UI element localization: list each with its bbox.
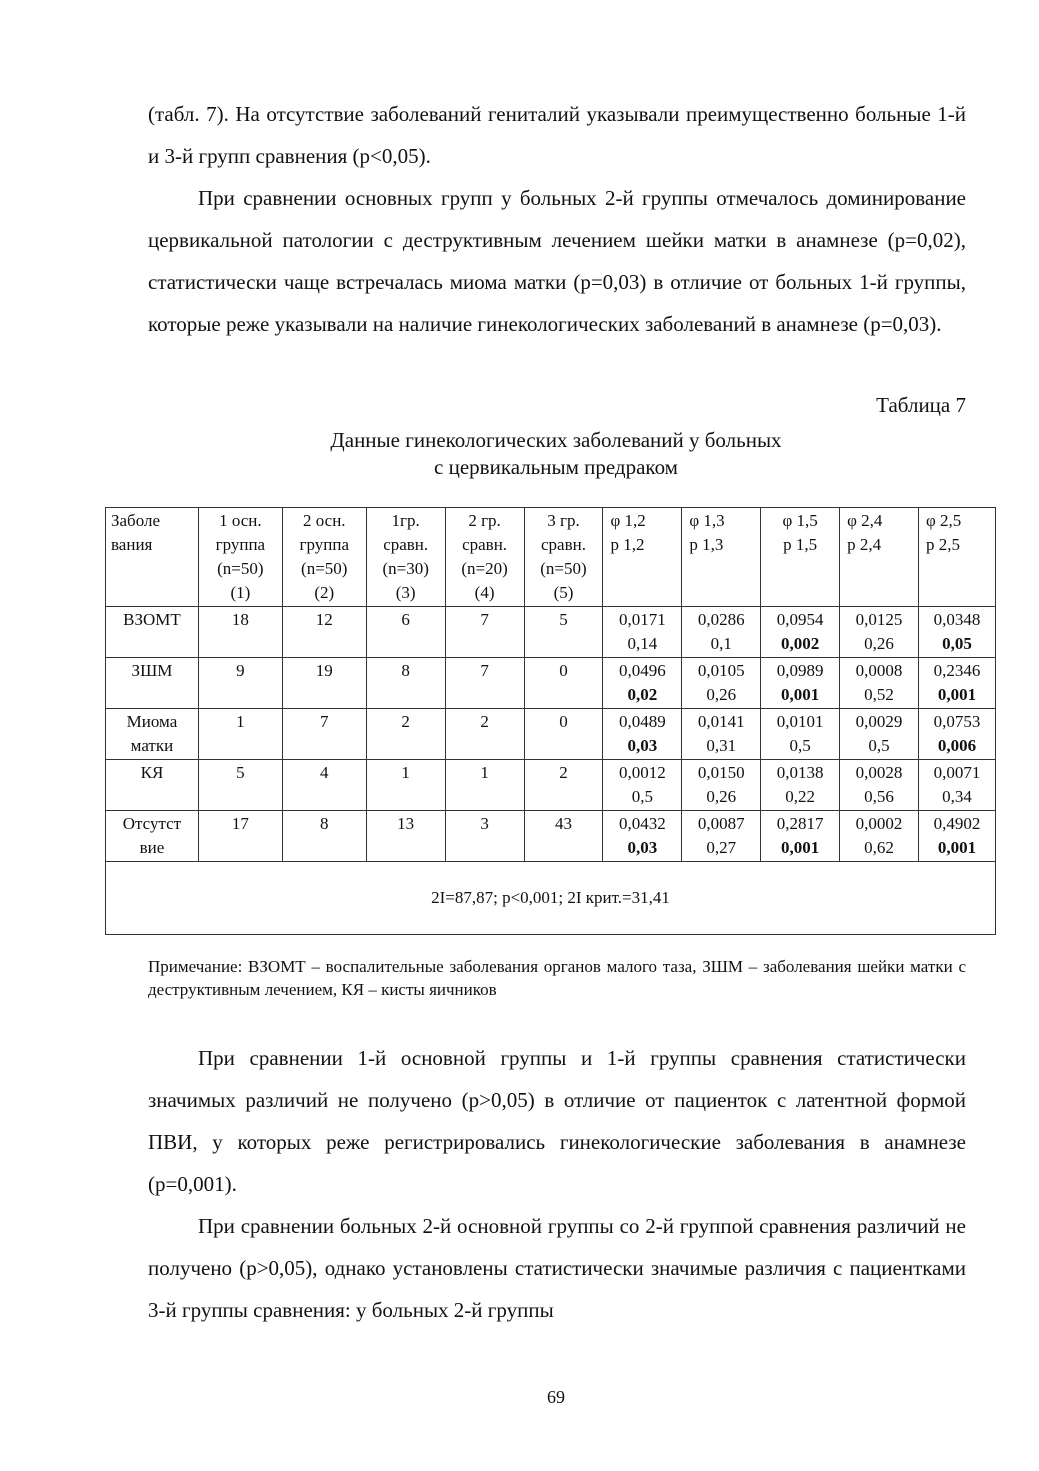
stat-cell: 0,0432 0,03 xyxy=(603,811,682,862)
stat-cell: 0,0954 0,002 xyxy=(761,607,840,658)
stat-cell: 0,0101 0,5 xyxy=(761,709,840,760)
stat-cell: 0,0141 0,31 xyxy=(682,709,761,760)
stat-cell: 0,0489 0,03 xyxy=(603,709,682,760)
stat-cell: 0,0753 0,006 xyxy=(919,709,996,760)
count-cell: 13 xyxy=(366,811,445,862)
paragraph-1: (табл. 7). На отсутствие заболеваний гениталий указывали преимущественно больные 1-й и 3-й групп сравнения (р<0,05). xyxy=(148,102,966,168)
count-cell: 3 xyxy=(445,811,524,862)
paragraph-2: При сравнении основных групп у больных 2-й группы отмечалось доминирование цервикальной патологии с деструктивным лечением шейки матки в анамнезе (р=0,02), статистически чаще встречалась миома матки (р=0,03) в отличие от больных 1-й группы, которые реже указывали на наличие гинекологических заболеваний в анамнезе (р=0,03). xyxy=(148,186,966,336)
stat-cell: 0,4902 0,001 xyxy=(919,811,996,862)
table-row-absence xyxy=(106,811,996,862)
table-row-vzomt xyxy=(106,607,996,658)
count-cell: 17 xyxy=(198,811,282,862)
row-label: Миома матки xyxy=(106,709,199,760)
chi-square-summary: 2I=87,87; р<0,001; 2I крит.=31,41 xyxy=(106,862,996,935)
stat-cell: 0,0002 0,62 xyxy=(840,811,919,862)
header-cell-phi-1-5: φ 1,5 р 1,5 xyxy=(761,508,840,607)
count-cell: 2 xyxy=(524,760,603,811)
table-row-ky xyxy=(106,760,996,811)
stat-cell: 0,0105 0,26 xyxy=(682,658,761,709)
stat-cell: 0,0171 0,14 xyxy=(603,607,682,658)
row-label: КЯ xyxy=(106,760,199,811)
stat-cell: 0,2817 0,001 xyxy=(761,811,840,862)
table-row-zshm xyxy=(106,658,996,709)
stat-cell: 0,0496 0,02 xyxy=(603,658,682,709)
header-cell-phi-2-4: φ 2,4 р 2,4 xyxy=(840,508,919,607)
header-cell-group-2: 2 осн. группа (n=50) (2) xyxy=(282,508,366,607)
stat-cell: 0,0286 0,1 xyxy=(682,607,761,658)
header-cell-group-3: 1гр. сравн. (n=30) (3) xyxy=(366,508,445,607)
table-label: Таблица 7 xyxy=(876,393,966,417)
row-label: Отсутст вие xyxy=(106,811,199,862)
table-title xyxy=(0,427,1039,481)
header-cell-phi-1-3: φ 1,3 р 1,3 xyxy=(682,508,761,607)
count-cell: 1 xyxy=(198,709,282,760)
count-cell: 8 xyxy=(366,658,445,709)
stat-cell: 0,2346 0,001 xyxy=(919,658,996,709)
stat-cell: 0,0087 0,27 xyxy=(682,811,761,862)
row-label: ЗШМ xyxy=(106,658,199,709)
stat-cell: 0,0029 0,5 xyxy=(840,709,919,760)
gynecological-data-table xyxy=(105,507,996,935)
count-cell: 12 xyxy=(282,607,366,658)
count-cell: 2 xyxy=(366,709,445,760)
paragraph-4: При сравнении больных 2-й основной группы со 2-й группой сравнения различий не получено (р>0,05), однако установлены статистически значимые различия с пациентками 3-й группы сравнения: у больных 2-й группы xyxy=(148,1214,966,1322)
table-header-row xyxy=(106,508,996,607)
count-cell: 0 xyxy=(524,709,603,760)
count-cell: 0 xyxy=(524,658,603,709)
header-cell-phi-1-2: φ 1,2 р 1,2 xyxy=(603,508,682,607)
count-cell: 5 xyxy=(524,607,603,658)
table-title-line-1: Данные гинекологических заболеваний у больных xyxy=(330,428,782,452)
count-cell: 18 xyxy=(198,607,282,658)
count-cell: 1 xyxy=(366,760,445,811)
table-title-line-2: с цервикальным предраком xyxy=(434,455,678,479)
paragraph-3: При сравнении 1-й основной группы и 1-й группы сравнения статистически значимых различий не получено (р>0,05) в отличие от пациенток с латентной формой ПВИ, у которых реже регистрировались гинекологические заболевания в анамнезе (р=0,001). xyxy=(148,1046,966,1196)
count-cell: 6 xyxy=(366,607,445,658)
table-row-myoma xyxy=(106,709,996,760)
stat-cell: 0,0348 0,05 xyxy=(919,607,996,658)
page-number: 69 xyxy=(547,1387,565,1407)
header-cell-group-1: 1 осн. группа (n=50) (1) xyxy=(198,508,282,607)
header-cell-phi-2-5: φ 2,5 р 2,5 xyxy=(919,508,996,607)
header-cell-group-5: 3 гр. сравн. (n=50) (5) xyxy=(524,508,603,607)
table-summary-row xyxy=(106,862,996,935)
count-cell: 19 xyxy=(282,658,366,709)
stat-cell: 0,0012 0,5 xyxy=(603,760,682,811)
count-cell: 8 xyxy=(282,811,366,862)
stat-cell: 0,0071 0,34 xyxy=(919,760,996,811)
header-cell-disease: Заболе вания xyxy=(106,508,199,607)
count-cell: 2 xyxy=(445,709,524,760)
count-cell: 5 xyxy=(198,760,282,811)
stat-cell: 0,0008 0,52 xyxy=(840,658,919,709)
count-cell: 4 xyxy=(282,760,366,811)
table-note: Примечание: ВЗОМТ – воспалительные заболевания органов малого таза, ЗШМ – заболевания шейки матки с деструктивным лечением, КЯ – кисты яичников xyxy=(148,957,966,999)
stat-cell: 0,0138 0,22 xyxy=(761,760,840,811)
count-cell: 7 xyxy=(282,709,366,760)
stat-cell: 0,0028 0,56 xyxy=(840,760,919,811)
count-cell: 7 xyxy=(445,658,524,709)
row-label: ВЗОМТ xyxy=(106,607,199,658)
header-cell-group-4: 2 гр. сравн. (n=20) (4) xyxy=(445,508,524,607)
stat-cell: 0,0125 0,26 xyxy=(840,607,919,658)
count-cell: 43 xyxy=(524,811,603,862)
count-cell: 7 xyxy=(445,607,524,658)
stat-cell: 0,0989 0,001 xyxy=(761,658,840,709)
stat-cell: 0,0150 0,26 xyxy=(682,760,761,811)
count-cell: 9 xyxy=(198,658,282,709)
count-cell: 1 xyxy=(445,760,524,811)
